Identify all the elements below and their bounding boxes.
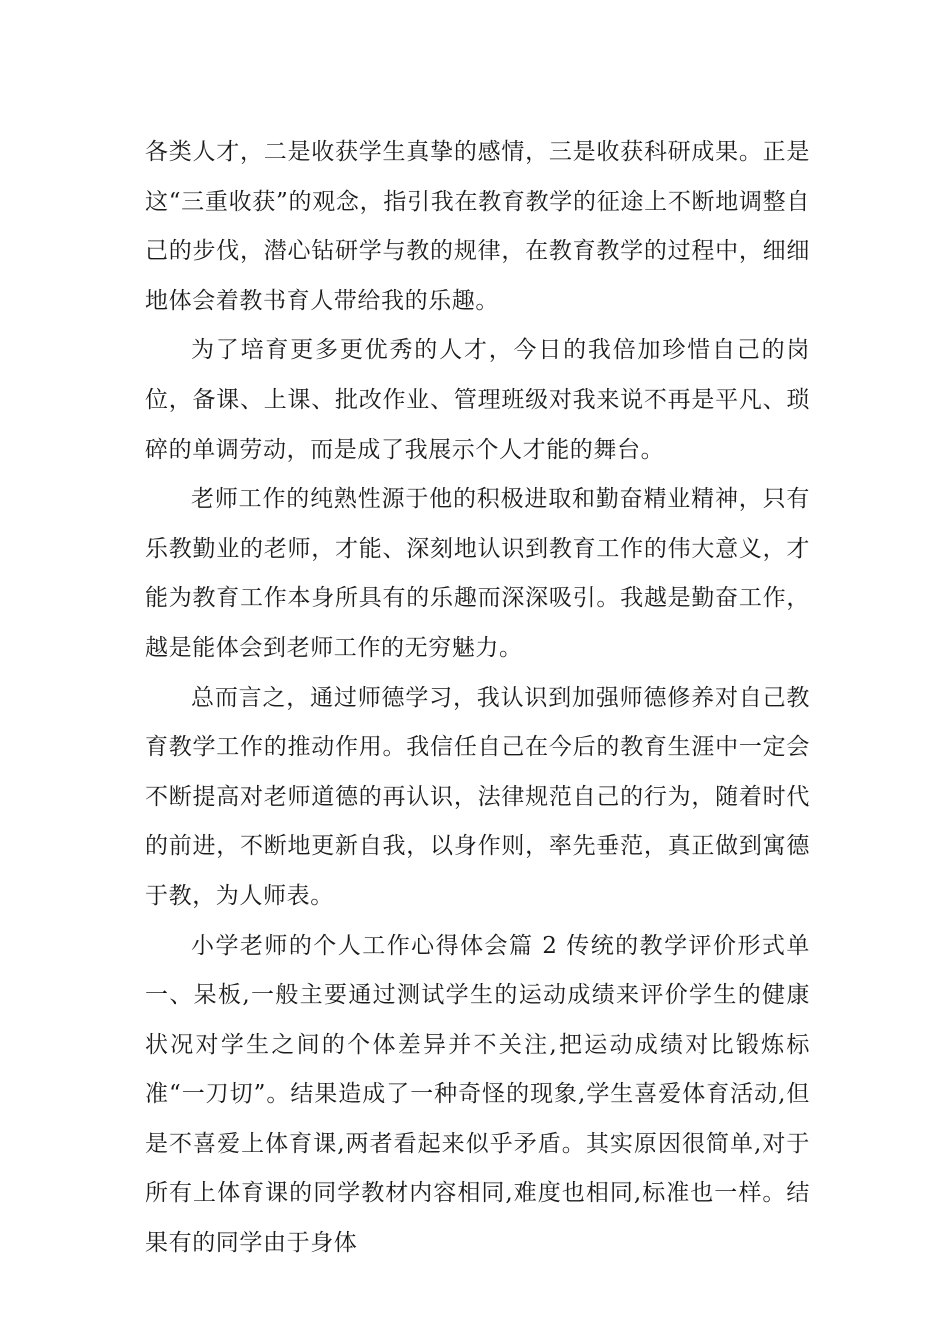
- paragraph-continuation: 各类人才，二是收获学生真挚的感情，三是收获科研成果。正是这“三重收获”的观念，指引我在教育教学的征途上不断地调整自己的步伐，潜心钻研学与教的规律，在教育教学的过程中，细细地体会着教书育人带给我的乐趣。: [145, 139, 810, 314]
- paragraph: 为了培育更多更优秀的人才，今日的我倍加珍惜自己的岗位，备课、上课、批改作业、管理班级对我来说不再是平凡、琐碎的单调劳动，而是成了我展示个人才能的舞台。: [145, 337, 810, 463]
- paragraph: 小学老师的个人工作心得体会篇 2 传统的教学评价形式单一、呆板,一般主要通过测试学生的运动成绩来评价学生的健康状况对学生之间的个体差异并不关注,把运动成绩对比锻炼标准“一刀切”。结果造成了一种奇怪的现象,学生喜爱体育活动,但是不喜爱上体育课,两者看起来似乎矛盾。其实原因很简单,对于所有上体育课的同学教材内容相同,难度也相同,标准也一样。结果有的同学由于身体: [145, 932, 810, 1257]
- paragraph: 老师工作的纯熟性源于他的积极进取和勤奋精业精神，只有乐教勤业的老师，才能、深刻地认识到教育工作的伟大意义，才能为教育工作本身所具有的乐趣而深深吸引。我越是勤奋工作，越是能体会到老师工作的无穷魅力。: [145, 486, 810, 661]
- paragraph: 总而言之，通过师德学习，我认识到加强师德修养对自己教育教学工作的推动作用。我信任自己在今后的教育生涯中一定会不断提高对老师道德的再认识，法律规范自己的行为，随着时代的前进，不断地更新自我，以身作则，率先垂范，真正做到寓德于教，为人师表。: [145, 684, 810, 909]
- document-body: [145, 128, 810, 1269]
